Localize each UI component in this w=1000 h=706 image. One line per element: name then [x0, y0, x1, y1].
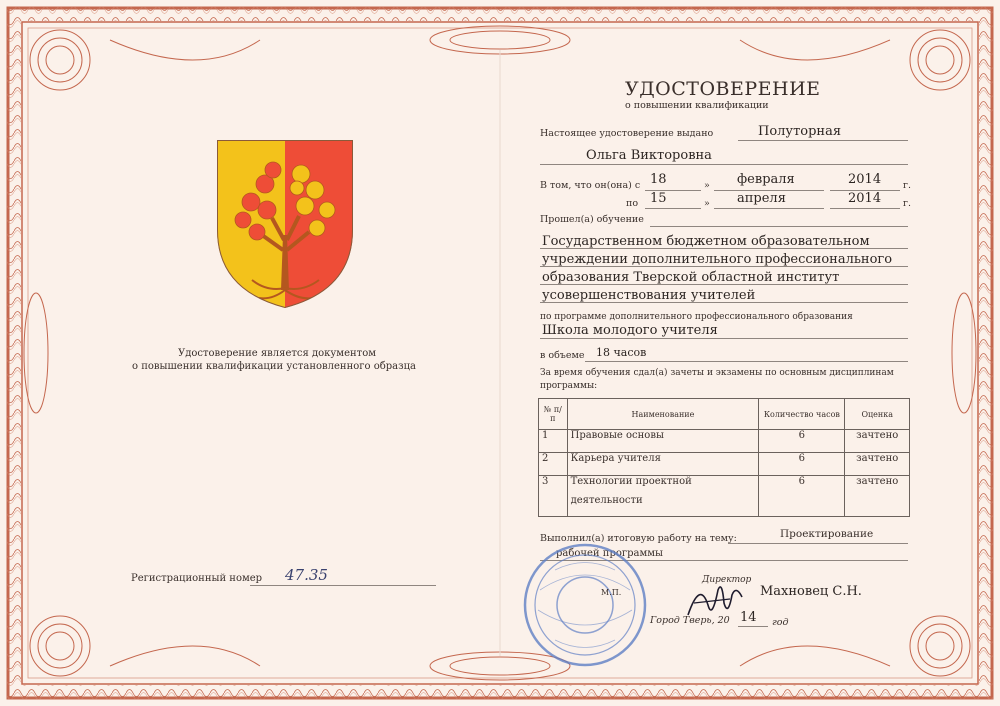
reg-number-line [250, 585, 436, 586]
row-name [567, 476, 759, 517]
row-name-line-1: Технологии проектной [570, 476, 692, 487]
period-to-label: по [626, 198, 639, 209]
program-name-rule [540, 338, 908, 339]
table-row [539, 430, 910, 453]
program-name: Школа молодого учителя [542, 323, 718, 338]
row-hours: 6 [759, 430, 845, 453]
city-year: 14 [740, 610, 757, 625]
city-suffix: год [772, 617, 789, 628]
surname-value: Полуторная [758, 124, 842, 139]
row-name: Карьера учителя [567, 453, 759, 476]
director-label: Директор [702, 575, 752, 585]
volume-rule [585, 361, 908, 362]
reg-number-label: Регистрационный номер [131, 573, 263, 584]
row-hours: 6 [759, 453, 845, 476]
period-from-label: В том, что он(она) с [540, 180, 641, 191]
volume-label: в объеме [540, 350, 585, 361]
director-name: Махновец С.Н. [760, 584, 862, 599]
volume-value: 18 часов [596, 346, 647, 359]
passed-label: Прошел(а) обучение [540, 214, 644, 225]
to-year: 2014 [848, 191, 882, 206]
header-num: № п/п [539, 399, 568, 430]
table-row [539, 476, 910, 517]
institution-line-1: Государственном бюджетном образовательном [542, 234, 870, 249]
institution-line-2: учреждении дополнительного профессионального [542, 252, 893, 267]
from-day: 18 [650, 172, 667, 187]
to-day: 15 [650, 191, 667, 206]
row-grade: зачтено [845, 430, 910, 453]
final-work-label: Выполнил(а) итоговую работу на тему: [540, 533, 737, 544]
issued-label: Настоящее удостоверение выдано [540, 128, 714, 139]
table-row [539, 453, 910, 476]
certificate-title: УДОСТОВЕРЕНИЕ [625, 78, 821, 100]
row-name-line-2: деятельности [570, 495, 643, 506]
header-hours: Количество часов [759, 399, 845, 430]
to-year-suffix: г. [903, 198, 911, 209]
final-work-topic-line-2: рабочей программы [556, 548, 663, 559]
row-num: 1 [539, 430, 568, 453]
to-day-line [645, 208, 701, 209]
exams-label-line-2: программы: [540, 381, 598, 391]
name-line [540, 164, 908, 165]
certificate-subtitle: о повышении квалификации [625, 100, 769, 111]
grades-table [538, 398, 910, 517]
row-hours: 6 [759, 476, 845, 517]
institution-line-3: образования Тверской областной институт [542, 270, 840, 285]
row-num: 2 [539, 453, 568, 476]
description-line-2: о повышении квалификации установленного образца [132, 361, 416, 372]
to-year-line [830, 208, 900, 209]
final-work-topic: Проектирование [780, 528, 874, 540]
coat-of-arms-icon [217, 140, 353, 308]
header-grade: Оценка [845, 399, 910, 430]
city-label: Город Тверь, 20 [650, 615, 730, 626]
from-year: 2014 [848, 172, 882, 187]
city-year-rule [738, 626, 768, 627]
header-name: Наименование [567, 399, 759, 430]
official-stamp-icon [520, 540, 650, 670]
row-num: 3 [539, 476, 568, 517]
name-value: Ольга Викторовна [586, 148, 712, 163]
to-month: апреля [737, 191, 786, 206]
exams-label-line-1: За время обучения сдал(а) зачеты и экзамены по основным дисциплинам [540, 368, 894, 378]
passed-line [650, 226, 908, 227]
from-month: февраля [737, 172, 795, 187]
reg-number-value: 47.35 [285, 566, 328, 584]
table-header-row [539, 399, 910, 430]
from-year-suffix: г. [903, 180, 911, 191]
row-name: Правовые основы [567, 430, 759, 453]
row-grade: зачтено [845, 476, 910, 517]
row-grade: зачтено [845, 453, 910, 476]
surname-line [738, 140, 908, 141]
to-month-line [714, 208, 824, 209]
mp-label: М.П. [601, 588, 622, 597]
institution-line-4: усовершенствования учителей [542, 288, 756, 303]
description-line-1: Удостоверение является документом [178, 348, 376, 359]
program-label: по программе дополнительного профессионального образования [540, 312, 853, 322]
final-work-rule-1 [728, 543, 908, 544]
